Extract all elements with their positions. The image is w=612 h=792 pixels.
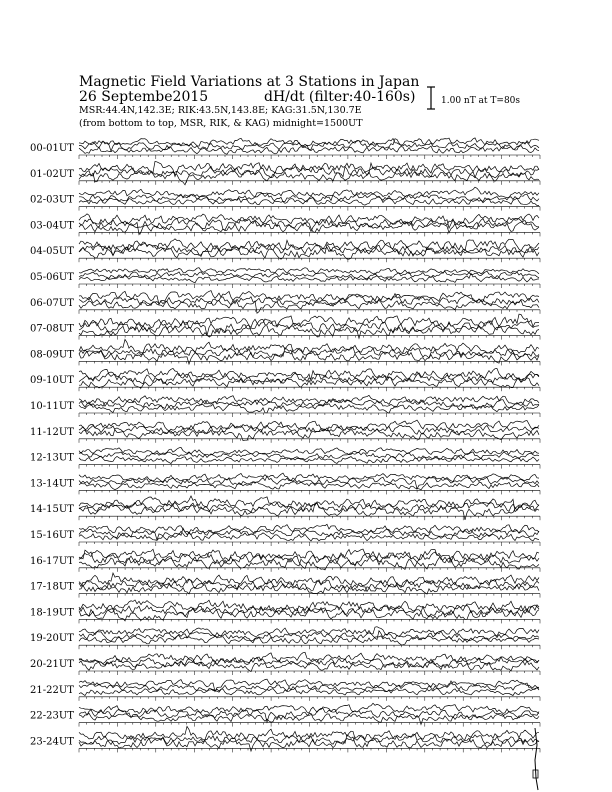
- minute-ticks: [79, 619, 540, 623]
- minute-ticks: [79, 723, 540, 727]
- hour-row: [30, 291, 540, 314]
- hour-row: [30, 138, 540, 159]
- hour-label: 03-04UT: [30, 220, 74, 232]
- hour-label: 04-05UT: [30, 246, 74, 258]
- hour-label: 14-15UT: [30, 504, 74, 516]
- station-trace-rik: [79, 347, 539, 358]
- hour-rows: [30, 138, 540, 753]
- hour-label: 18-19UT: [30, 607, 74, 619]
- hour-row: [30, 447, 540, 468]
- scale-bar-label: 1.00 nT at T=80s: [441, 96, 521, 106]
- hour-row: [30, 703, 540, 726]
- hour-label: 10-11UT: [30, 401, 74, 412]
- station-trace-kag: [79, 688, 539, 696]
- station-trace-msr: [79, 703, 539, 713]
- hour-label: 17-18UT: [30, 581, 74, 593]
- end-spike-trace: [535, 728, 538, 790]
- minute-ticks: [79, 542, 540, 546]
- hour-row: [30, 214, 540, 237]
- hour-label: 09-10UT: [30, 375, 74, 387]
- hour-row: [30, 473, 540, 494]
- minute-ticks: [79, 439, 540, 443]
- hour-label: 06-07UT: [30, 297, 74, 309]
- hour-label: 20-21UT: [30, 659, 74, 670]
- hour-row: [30, 395, 540, 417]
- minute-ticks: [79, 181, 540, 185]
- minute-ticks: [79, 284, 540, 288]
- station-trace-kag: [79, 661, 539, 672]
- scale-bar: [427, 87, 435, 109]
- station-trace-rik: [79, 371, 539, 384]
- station-trace-rik: [79, 529, 539, 540]
- hour-row: [30, 187, 540, 210]
- minute-ticks: [79, 490, 540, 494]
- hour-row: [30, 679, 540, 701]
- station-trace-rik: [79, 193, 539, 202]
- minute-ticks: [79, 594, 540, 598]
- hour-row: [30, 268, 540, 288]
- minute-ticks: [79, 568, 540, 572]
- station-trace-rik: [79, 631, 539, 642]
- station-trace-msr: [79, 420, 539, 431]
- hour-row: [30, 627, 540, 650]
- hour-label: 15-16UT: [30, 530, 74, 541]
- chart-date: 26 Septembe2015: [79, 89, 209, 105]
- minute-ticks: [79, 310, 540, 314]
- station-trace-msr: [79, 368, 539, 381]
- minute-ticks: [79, 258, 540, 262]
- station-trace-msr: [79, 652, 539, 663]
- hour-label: 21-22UT: [30, 684, 74, 696]
- station-trace-msr: [79, 138, 539, 147]
- minute-ticks: [79, 516, 540, 520]
- hour-label: 07-08UT: [30, 323, 74, 335]
- station-trace-rik: [79, 605, 539, 618]
- hour-row: [30, 524, 540, 546]
- minute-ticks: [79, 697, 540, 701]
- minute-ticks: [79, 645, 540, 649]
- station-trace-msr: [79, 214, 539, 228]
- station-trace-rik: [79, 579, 539, 592]
- hour-row: [30, 314, 540, 339]
- hour-label: 19-20UT: [30, 633, 74, 645]
- station-trace-msr: [79, 339, 539, 353]
- hour-row: [30, 652, 540, 675]
- hour-row: [30, 573, 540, 598]
- hour-label: 22-23UT: [30, 710, 74, 722]
- hour-row: [30, 600, 540, 623]
- hour-label: 11-12UT: [30, 426, 74, 438]
- minute-ticks: [79, 465, 540, 469]
- station-trace-msr: [79, 679, 539, 691]
- hour-row: [30, 496, 540, 520]
- hour-label: 12-13UT: [30, 452, 74, 464]
- hour-label: 13-14UT: [30, 478, 74, 490]
- minute-ticks: [79, 232, 540, 236]
- hour-label: 00-01UT: [30, 143, 74, 154]
- hour-row: [30, 420, 540, 443]
- minute-ticks: [79, 387, 540, 391]
- station-order-note: (from bottom to top, MSR, RIK, & KAG) midnight=1500UT: [79, 118, 363, 129]
- filter-label: dH/dt (filter:40-160s): [264, 89, 416, 105]
- station-trace-kag: [79, 404, 539, 414]
- chart-title: Magnetic Field Variations at 3 Stations in Japan: [79, 74, 420, 90]
- station-trace-msr: [79, 524, 539, 533]
- station-trace-rik: [79, 550, 539, 566]
- minute-ticks: [79, 413, 540, 417]
- station-trace-msr: [79, 447, 539, 455]
- minute-ticks: [79, 207, 540, 211]
- station-trace-rik: [79, 320, 539, 336]
- minute-ticks: [79, 361, 540, 365]
- hour-row: [30, 239, 540, 262]
- minute-ticks: [79, 336, 540, 340]
- station-trace-rik: [79, 218, 539, 231]
- station-coordinates: MSR:44.4N,142.3E; RIK:43.5N,143.8E; KAG:31.5N,130.7E: [79, 105, 362, 116]
- hour-row: [30, 339, 540, 365]
- hour-label: 23-24UT: [30, 736, 74, 748]
- station-trace-kag: [79, 482, 539, 490]
- station-trace-kag: [79, 273, 539, 283]
- hour-label: 08-09UT: [30, 349, 74, 361]
- hour-row: [30, 368, 540, 391]
- hour-label: 05-06UT: [30, 272, 74, 283]
- hour-label: 01-02UT: [30, 168, 74, 180]
- hour-label: 02-03UT: [30, 194, 74, 206]
- minute-ticks: [79, 748, 540, 752]
- hour-label: 16-17UT: [30, 555, 74, 567]
- hour-row: [30, 549, 540, 572]
- minute-ticks: [79, 671, 540, 675]
- hour-row: [30, 161, 540, 184]
- minute-ticks: [79, 155, 540, 159]
- hour-row: [30, 726, 540, 752]
